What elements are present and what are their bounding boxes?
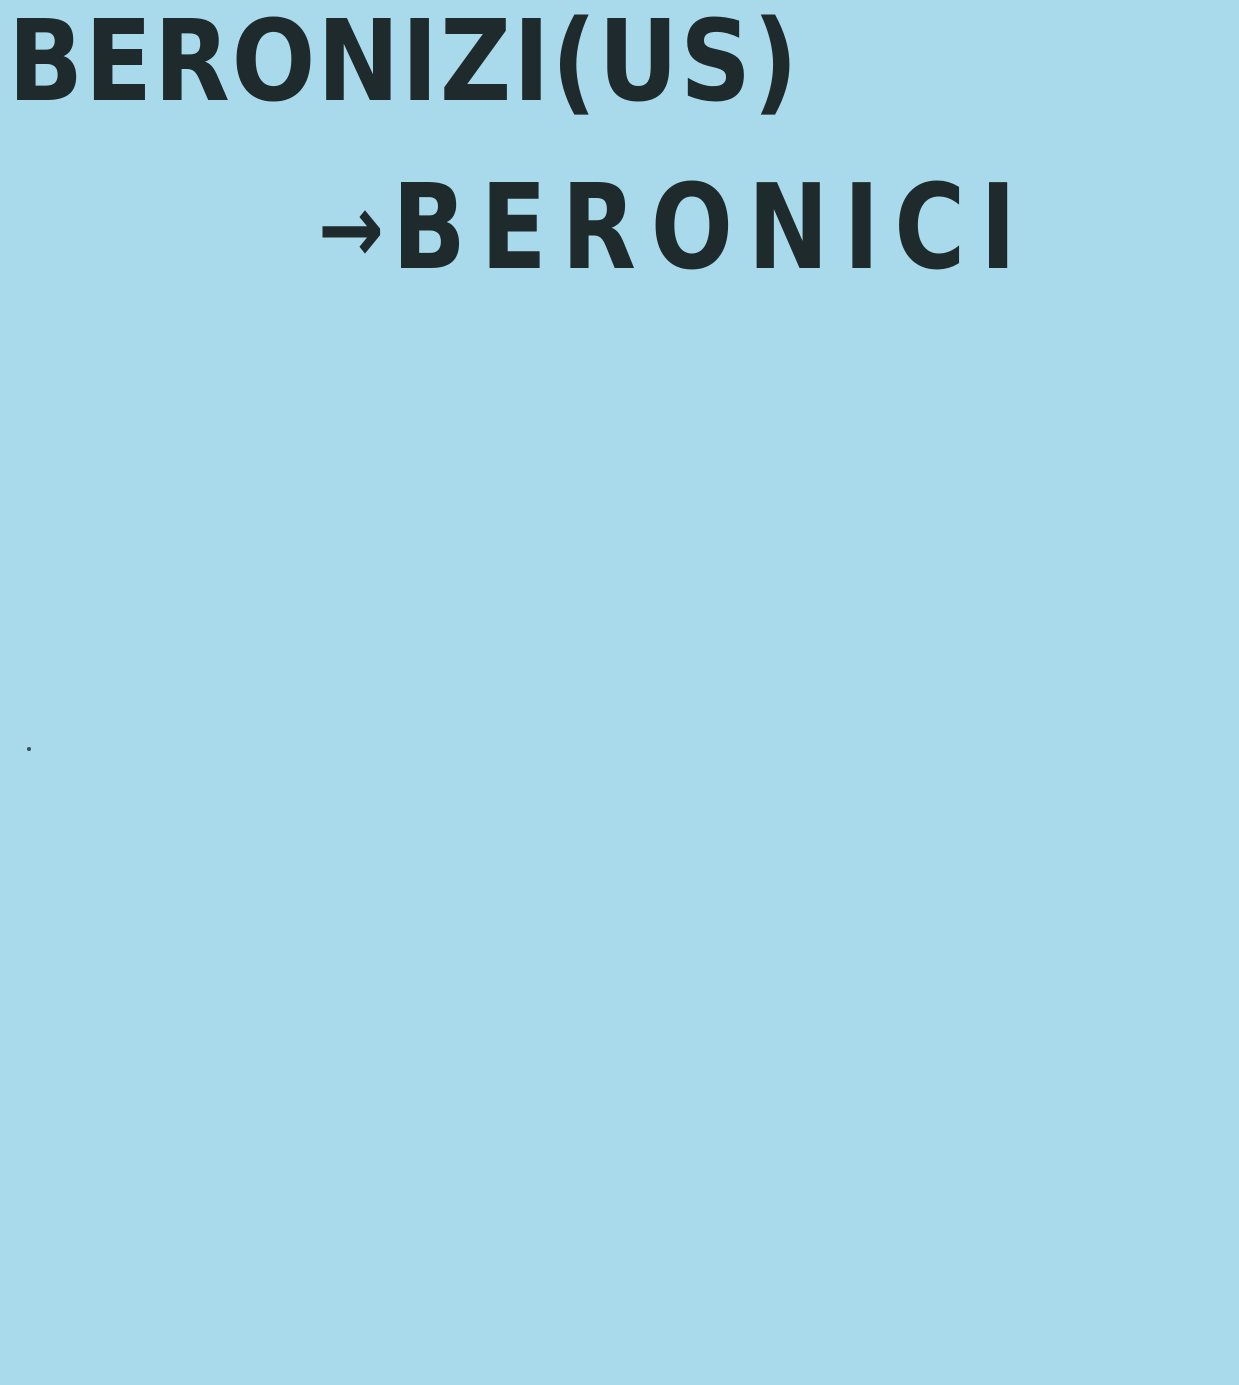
right-arrow-icon: →: [318, 173, 384, 285]
handwritten-line-derived-name: [318, 158, 1031, 296]
derived-name-text: BERONICI: [392, 158, 1031, 296]
handwritten-line-original-name: BERONIZI(US): [8, 0, 800, 127]
ink-speck: [27, 747, 31, 751]
